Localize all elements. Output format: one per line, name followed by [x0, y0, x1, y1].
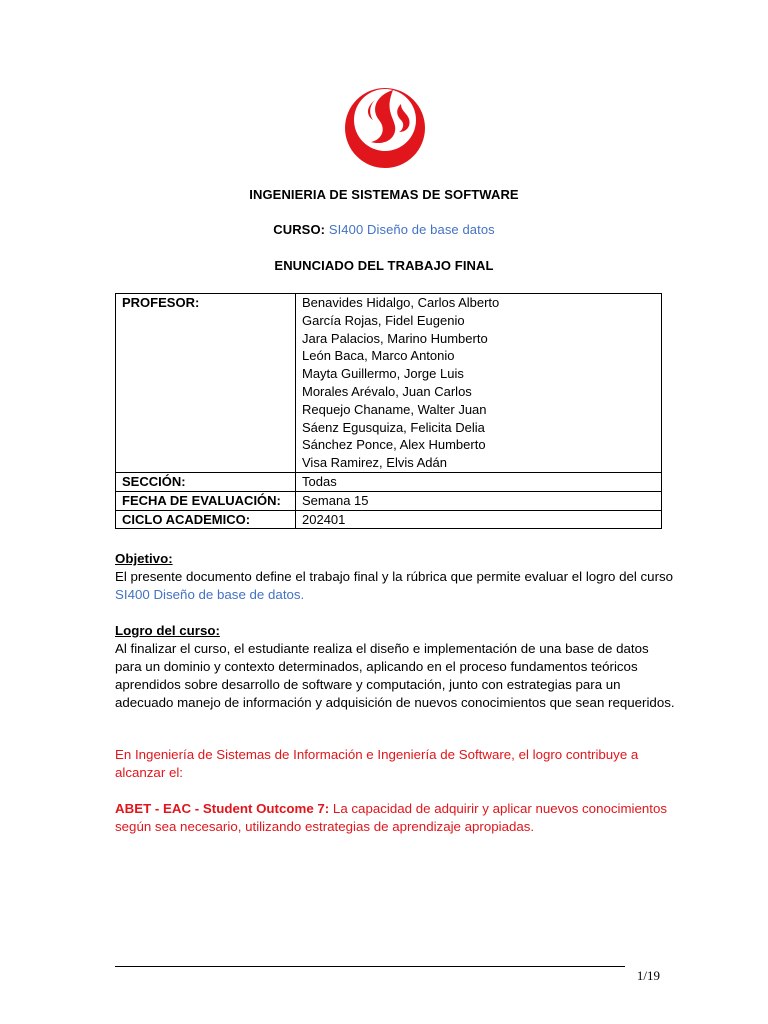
list-item: Benavides Hidalgo, Carlos Alberto [302, 295, 500, 310]
list-item: Morales Arévalo, Juan Carlos [302, 383, 472, 399]
list-item: Mayta Guillermo, Jorge Luis [302, 366, 464, 382]
ciclo-value: 202401 [296, 510, 662, 529]
course-reference: SI400 Diseño de base de datos. [115, 586, 305, 602]
seccion-label: SECCIÓN: [116, 472, 296, 491]
logro-section [115, 622, 675, 712]
logro-heading: Logro del curso: [115, 623, 220, 638]
fecha-value: Semana 15 [296, 491, 662, 510]
abet-label: ABET - EAC - Student Outcome 7: [115, 801, 330, 816]
list-item: García Rojas, Fidel Eugenio [302, 312, 465, 328]
list-item: León Baca, Marco Antonio [302, 348, 455, 364]
list-item: Visa Ramirez, Elvis Adán [302, 455, 447, 471]
contribucion-text: En Ingeniería de Sistemas de Información e Ingeniería de Software, el logro contribuye a alcanzar el: [115, 747, 639, 780]
course-name: SI400 Diseño de base datos [328, 222, 495, 237]
page-number: 1/19 [636, 968, 660, 983]
document-title: ENUNCIADO DEL TRABAJO FINAL [274, 258, 494, 273]
logro-text: Al finalizar el curso, el estudiante realiza el diseño e implementación de una base de datos para un dominio y contexto determinados, aplicando en el proceso fundamentos teóricos aprendidos sobre desarrollo de software y computación, junto con estrategias para un adecuado manejo de información y adquisición de nuevos conocimientos que sean requeridos. [115, 640, 675, 710]
info-table [115, 293, 662, 529]
program-title: INGENIERIA DE SISTEMAS DE SOFTWARE [249, 187, 519, 202]
ciclo-label: CICLO ACADEMICO: [116, 510, 296, 529]
list-item: Sáenz Egusquiza, Felicita Delia [302, 419, 485, 435]
course-label: CURSO: [273, 222, 326, 237]
table-row [116, 491, 662, 510]
profesor-label: PROFESOR: [116, 294, 296, 473]
university-logo [341, 86, 429, 170]
list-item: Requejo Chaname, Walter Juan [302, 401, 487, 417]
list-item: Sánchez Ponce, Alex Humberto [302, 437, 486, 453]
course-line [0, 222, 768, 237]
objetivo-section [115, 550, 675, 604]
table-row [116, 472, 662, 491]
table-row [116, 510, 662, 529]
seccion-value: Todas [296, 472, 662, 491]
profesor-list [296, 294, 662, 473]
objetivo-heading: Objetivo: [115, 551, 173, 566]
abet-outcome [115, 800, 675, 836]
table-row [116, 294, 662, 473]
abet-text: La capacidad de adquirir y aplicar nuevos conocimientos según sea necesario, utilizando estrategias de aprendizaje apropiadas. [115, 801, 668, 834]
objetivo-text [115, 568, 675, 604]
fecha-label: FECHA DE EVALUACIÓN: [116, 491, 296, 510]
footer-divider [115, 966, 625, 967]
objetivo-body: El presente documento define el trabajo final y la rúbrica que permite evaluar el logro del curso [115, 568, 674, 584]
list-item: Jara Palacios, Marino Humberto [302, 330, 488, 346]
